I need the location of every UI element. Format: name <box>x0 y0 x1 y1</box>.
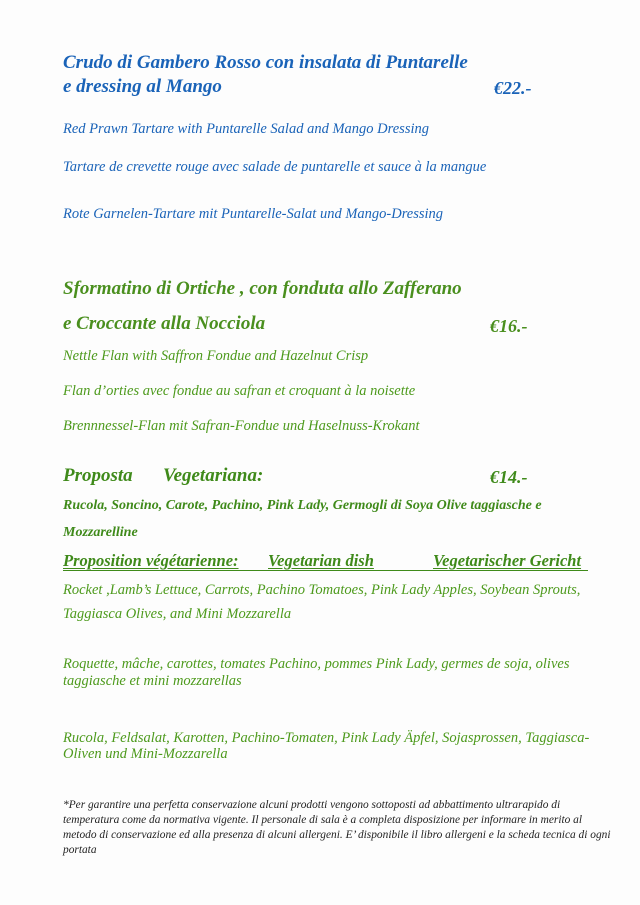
dish1-title-line2: e dressing al Mango <box>63 76 222 97</box>
dish1-price: €22.- <box>494 78 532 98</box>
dish1-title-line1: Crudo di Gambero Rosso con insalata di Puntarelle <box>63 52 468 73</box>
dish2-german: Brennnessel-Flan mit Safran-Fondue und Haselnuss-Krokant <box>63 418 420 434</box>
dish1-french: Tartare de crevette rouge avec salade de puntarelle et sauce à la mangue <box>63 159 487 175</box>
dish3-title-proposta: Proposta <box>63 465 133 486</box>
dish3-ingredients-line2: Mozzarelline <box>63 525 138 540</box>
dish2-french: Flan d’orties avec fondue au safran et croquant à la noisette <box>63 383 416 399</box>
dish2-title-line2: e Croccante alla Nocciola <box>63 313 266 334</box>
dish3-german-line1: Rucola, Feldsalat, Karotten, Pachino-Tomaten, Pink Lady Äpfel, Sojasprossen, Taggiasca- <box>63 730 590 746</box>
dish3-french-line2: taggiasche et mini mozzarellas <box>63 673 242 689</box>
dish3-english-line2: Taggiasca Olives, and Mini Mozzarella <box>63 606 292 622</box>
dish2-title-line1: Sformatino di Ortiche , con fonduta allo Zafferano <box>63 278 462 299</box>
heading-french: Proposition végétarienne: <box>63 551 239 570</box>
allergen-footnote: *Per garantire una perfetta conservazione alcuni prodotti vengono sottoposti ad abbattimento ultrarapido di temperatura come da normativa vigente. Il personale di sala è a completa disposizione per informare in merito al metodo di conservazione ed alla presenza di alcuni allergeni. E’ disponibile il libro allergeni e la scheda tecnica di ogni portata <box>63 799 611 856</box>
dish3-price: €14.- <box>490 467 528 487</box>
dish3-title-vegetariana: Vegetariana: <box>163 465 264 486</box>
dish3-english-line1: Rocket ,Lamb’s Lettuce, Carrots, Pachino Tomatoes, Pink Lady Apples, Soybean Sprouts, <box>63 582 581 598</box>
dish2-english: Nettle Flan with Saffron Fondue and Hazelnut Crisp <box>63 348 369 364</box>
dish3-french-line1: Roquette, mâche, carottes, tomates Pachino, pommes Pink Lady, germes de soja, olives <box>63 656 570 672</box>
dish3-ingredients-line1: Rucola, Soncino, Carote, Pachino, Pink Lady, Germogli di Soya Olive taggiasche e <box>63 498 542 513</box>
dish1-english: Red Prawn Tartare with Puntarelle Salad and Mango Dressing <box>63 121 429 137</box>
heading-german: Vegetarischer Gericht <box>433 551 582 570</box>
heading-underline <box>63 570 588 571</box>
dish2-price: €16.- <box>490 316 528 336</box>
heading-english: Vegetarian dish <box>268 551 374 570</box>
dish1-german: Rote Garnelen-Tartare mit Puntarelle-Salat und Mango-Dressing <box>63 206 444 222</box>
dish3-german-line2: Oliven und Mini-Mozzarella <box>63 746 228 762</box>
